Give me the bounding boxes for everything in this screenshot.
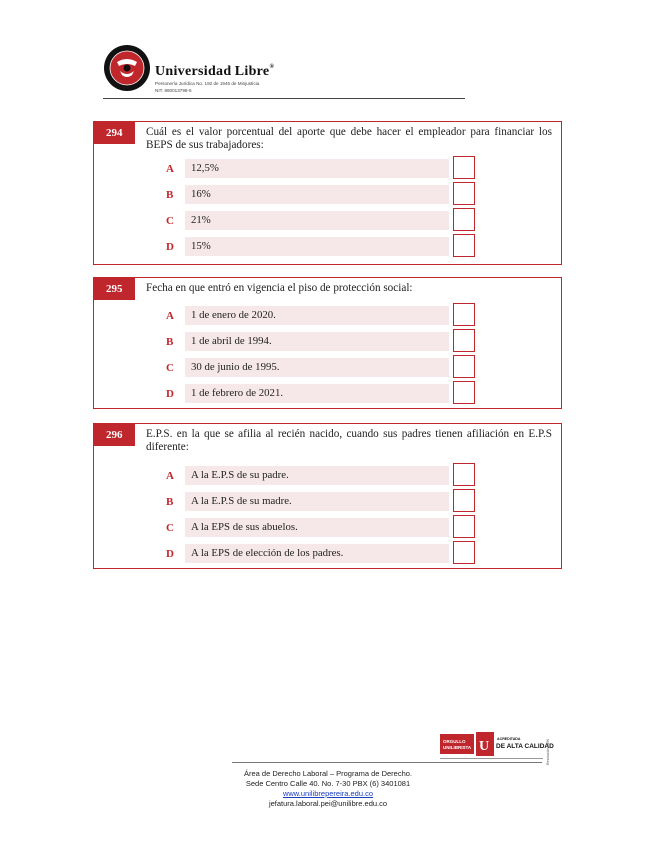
footer [200, 769, 456, 809]
university-name [155, 64, 274, 80]
option-letter: C [166, 522, 174, 534]
svg-text:ORGULLO: ORGULLO [443, 739, 466, 744]
option-letter: C [166, 362, 174, 374]
option-row [94, 542, 563, 568]
svg-text:UNILIBRISTA: UNILIBRISTA [443, 745, 472, 750]
question-text: E.P.S. en la que se afilia al recién nacido, cuando sus padres tienen afiliación en E.P.S diferente: [146, 428, 552, 453]
option-row [94, 516, 563, 542]
letterhead [103, 44, 465, 100]
answer-checkbox[interactable] [453, 156, 475, 179]
option-row [94, 382, 563, 408]
footer-address: Sede Centro Calle 40. No. 7-30 PBX (6) 3401081 [245, 779, 411, 788]
brand-block [155, 64, 274, 94]
svg-text:ACREDITADA: ACREDITADA [497, 737, 521, 741]
svg-text:DE ALTA CALIDAD: DE ALTA CALIDAD [496, 743, 554, 750]
option-text: A la E.P.S de su madre. [185, 492, 449, 511]
option-text: 1 de febrero de 2021. [185, 384, 449, 403]
answer-checkbox[interactable] [453, 355, 475, 378]
option-row [94, 304, 563, 330]
option-letter: D [166, 388, 174, 400]
option-letter: D [166, 241, 174, 253]
header-divider [103, 98, 465, 99]
option-text: 30 de junio de 1995. [185, 358, 449, 377]
question-number: 294 [94, 122, 135, 144]
answer-checkbox[interactable] [453, 303, 475, 326]
option-letter: A [166, 470, 174, 482]
legal-line-2: NIT. 860013798-5 [155, 88, 192, 93]
option-letter: A [166, 163, 174, 175]
footer-department: Área de Derecho Laboral – Programa de Derecho. [243, 769, 412, 778]
option-letter: D [166, 548, 174, 560]
question-text: Cuál es el valor porcentual del aporte que debe hacer el empleador para financiar los BEPS de sus trabajadores: [146, 126, 552, 151]
option-text: 16% [185, 185, 449, 204]
option-letter: B [166, 496, 174, 508]
brand-second: Libre [234, 64, 270, 79]
brand-first: Universidad [155, 64, 232, 79]
option-text: 1 de enero de 2020. [185, 306, 449, 325]
answer-checkbox[interactable] [453, 329, 475, 352]
footer-email: jefatura.laboral.pei@unilibre.edu.co [268, 799, 388, 808]
footer-website-link[interactable]: www.unilibrepereira.edu.co [282, 789, 374, 798]
footer-divider [232, 762, 542, 763]
answer-checkbox[interactable] [453, 208, 475, 231]
option-row [94, 464, 563, 490]
option-letter: B [166, 189, 174, 201]
university-seal-logo [103, 44, 151, 92]
option-text: 21% [185, 211, 449, 230]
answer-checkbox[interactable] [453, 489, 475, 512]
option-letter: C [166, 215, 174, 227]
option-text: 1 de abril de 1994. [185, 332, 449, 351]
answer-checkbox[interactable] [453, 463, 475, 486]
legal-line-1: Personería Jurídica No. 192 de 1946 de Minjusticia [155, 81, 260, 86]
option-letter: B [166, 336, 174, 348]
option-text: 15% [185, 237, 449, 256]
answer-checkbox[interactable] [453, 381, 475, 404]
answer-checkbox[interactable] [453, 515, 475, 538]
option-row [94, 330, 563, 356]
question-card [93, 121, 562, 265]
question-number: 296 [94, 424, 135, 446]
option-text: A la EPS de elección de los padres. [185, 544, 449, 563]
option-row [94, 209, 563, 235]
resolution-code: Resolución MEN [546, 738, 550, 765]
option-text: 12,5% [185, 159, 449, 178]
option-text: A la EPS de sus abuelos. [185, 518, 449, 537]
question-number: 295 [94, 278, 135, 300]
svg-text:U: U [479, 739, 490, 754]
question-text: Fecha en que entró en vigencia el piso de protección social: [146, 282, 413, 294]
answer-checkbox[interactable] [453, 541, 475, 564]
option-row [94, 490, 563, 516]
question-card [93, 277, 562, 409]
option-row [94, 157, 563, 183]
option-row [94, 356, 563, 382]
answer-checkbox[interactable] [453, 234, 475, 257]
option-row [94, 235, 563, 261]
answer-checkbox[interactable] [453, 182, 475, 205]
option-row [94, 183, 563, 209]
option-text: A la E.P.S de su padre. [185, 466, 449, 485]
question-card [93, 423, 562, 569]
option-letter: A [166, 310, 174, 322]
registered-mark: ® [269, 64, 275, 70]
